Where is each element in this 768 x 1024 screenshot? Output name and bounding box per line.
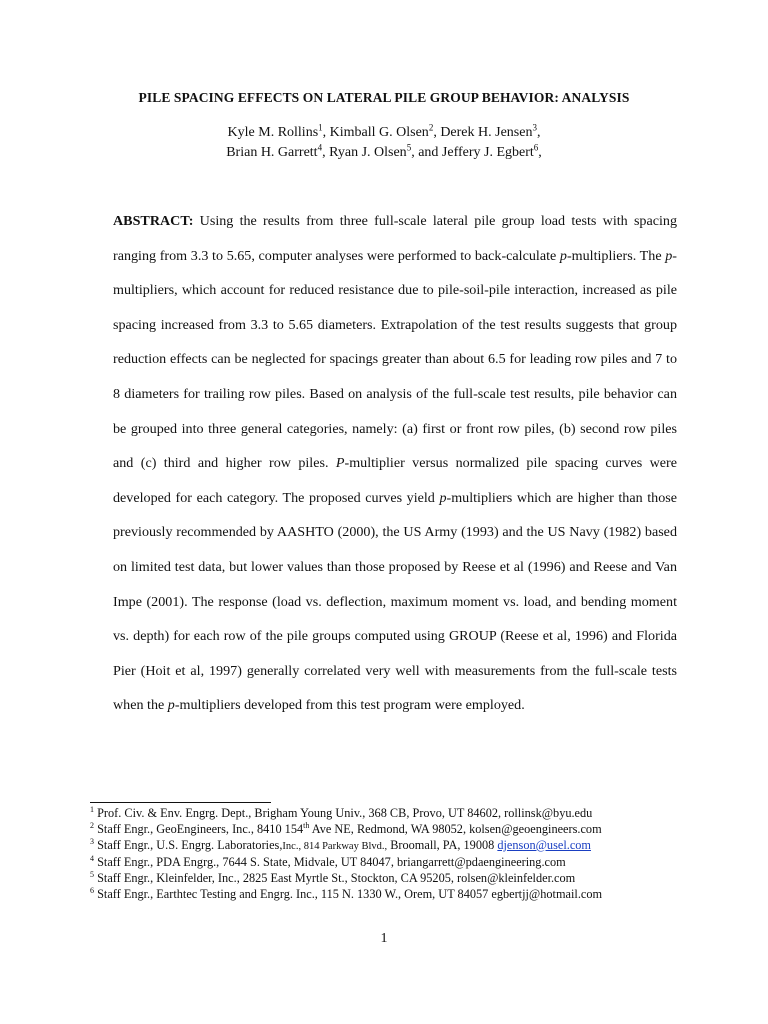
author-list xyxy=(0,123,768,163)
abstract-text: -multipliers which are higher than those previously recommended by AASHTO (2000), the US Army (1993) and the US Navy (1982) based on limited test data, but lower values than those proposed by Reese et al (1996) and Reese and Van Impe (2001). The response (load vs. deflection, maximum moment vs. load, and bending moment vs. depth) for each row of the pile groups computed using GROUP (Reese et al, 1996) and Florida Pier (Hoit et al, 1997) generally correlated very well with measurements from the full-scale tests when the xyxy=(113,489,678,714)
footnote-text-small: Inc., 814 Parkway Blvd., xyxy=(282,840,388,852)
italic-p: p xyxy=(439,489,447,506)
footnote-text: Ave NE, Redmond, WA 98052, kolsen@geoengineers.com xyxy=(309,821,602,836)
footnote-text: Staff Engr., Earthtec Testing and Engrg. Inc., 115 N. 1330 W., Orem, UT 84057 egbertjj@hotmail.com xyxy=(97,886,603,901)
footnote-text: Staff Engr., GeoEngineers, Inc., 8410 154 xyxy=(97,821,304,836)
author-footnote-mark: 4 xyxy=(317,142,323,153)
author-footnote-mark: 3 xyxy=(532,122,537,133)
footnote-mark: 3 xyxy=(90,836,94,846)
author-name: Derek H. Jensen xyxy=(440,125,533,140)
author-footnote-mark: 2 xyxy=(428,122,434,133)
footnote-mark: 1 xyxy=(90,804,94,814)
author-name: Kimball G. Olsen xyxy=(329,125,429,140)
author-name: Jeffery J. Egbert xyxy=(441,145,534,160)
author-name: Ryan J. Olsen xyxy=(329,145,407,160)
footnote-mark: 5 xyxy=(90,869,94,879)
abstract-text: -multipliers. The xyxy=(566,247,666,264)
footnote-6 xyxy=(90,887,730,903)
footnote-text: Broomall, PA, 19008 xyxy=(387,837,498,852)
email-link[interactable]: djenson@usel.com xyxy=(497,837,591,852)
footnote-text: Prof. Civ. & Env. Engrg. Dept., Brigham Young Univ., 368 CB, Provo, UT 84602, rollinsk@byu.edu xyxy=(97,806,593,820)
footnote-mark: 2 xyxy=(90,820,94,830)
abstract-label: ABSTRACT: xyxy=(113,213,194,229)
footnote-5 xyxy=(90,871,730,887)
ordinal-suffix: th xyxy=(303,820,310,830)
abstract-text: -multipliers, which account for reduced resistance due to pile-soil-pile interaction, increased as pile spacing increased from 3.3 to 5.65 diameters. Extrapolation of the test results suggests that group reduction effects can be neglected for spacings greater than about 6.5 for leading row piles and 7 to 8 diameters for trailing row piles. Based on analysis of the full-scale test results, pile behavior can be grouped into three general categories, namely: (a) first or front row piles, (b) second row piles and (c) third and higher row piles. xyxy=(113,247,677,472)
author-name: Brian H. Garrett xyxy=(226,145,318,160)
footnote-mark: 6 xyxy=(90,885,94,895)
abstract-text: -multiplier versus normalized pile spacing curves were developed for each category. The proposed curves yield xyxy=(113,455,677,506)
footnote-text: Staff Engr., U.S. Engrg. Laboratories, xyxy=(97,837,283,852)
footnote-mark: 4 xyxy=(90,853,94,863)
author-line-1: Kyle M. Rollins$^1$, Kimball G. Olsen$^2$, Derek H. Jensen$^3$, xyxy=(227,122,541,140)
footnote-1 xyxy=(90,806,730,822)
footnotes xyxy=(90,806,730,902)
footnote-text: Staff Engr., Kleinfelder, Inc., 2825 East Myrtle St., Stockton, CA 95205, rolsen@kleinfelder.com xyxy=(97,870,576,885)
abstract-text: Using the results from three full-scale lateral pile group load tests with spacing ranging from 3.3 to 5.65, computer analyses were performed to back-calculate xyxy=(113,213,677,264)
author-line-2: Brian H. Garrett$^4$, Ryan J. Olsen$^5$, and Jeffery J. Egbert$^6$, xyxy=(226,142,542,160)
italic-p: P xyxy=(335,455,345,472)
author-footnote-mark: 6 xyxy=(533,142,539,153)
author-footnote-mark: 5 xyxy=(406,142,412,153)
abstract-text: -multipliers developed from this test program were employed. xyxy=(174,697,525,714)
author-footnote-mark: 1 xyxy=(318,122,323,133)
page-number: 1 xyxy=(380,931,388,946)
footnote-3 xyxy=(90,838,730,855)
author-name: Kyle M. Rollins xyxy=(227,125,319,140)
paper-title: PILE SPACING EFFECTS ON LATERAL PILE GROUP BEHAVIOR: ANALYSIS xyxy=(138,90,630,105)
italic-p: p xyxy=(559,247,567,264)
footnote-text: Staff Engr., PDA Engrg., 7644 S. State, Midvale, UT 84047, briangarrett@pdaengineering.com xyxy=(97,854,566,869)
footnote-4 xyxy=(90,855,730,871)
abstract xyxy=(113,204,677,723)
footnote-2 xyxy=(90,822,730,838)
footnote-divider xyxy=(90,802,271,803)
italic-p: p xyxy=(167,697,175,714)
italic-p: p xyxy=(665,247,673,264)
